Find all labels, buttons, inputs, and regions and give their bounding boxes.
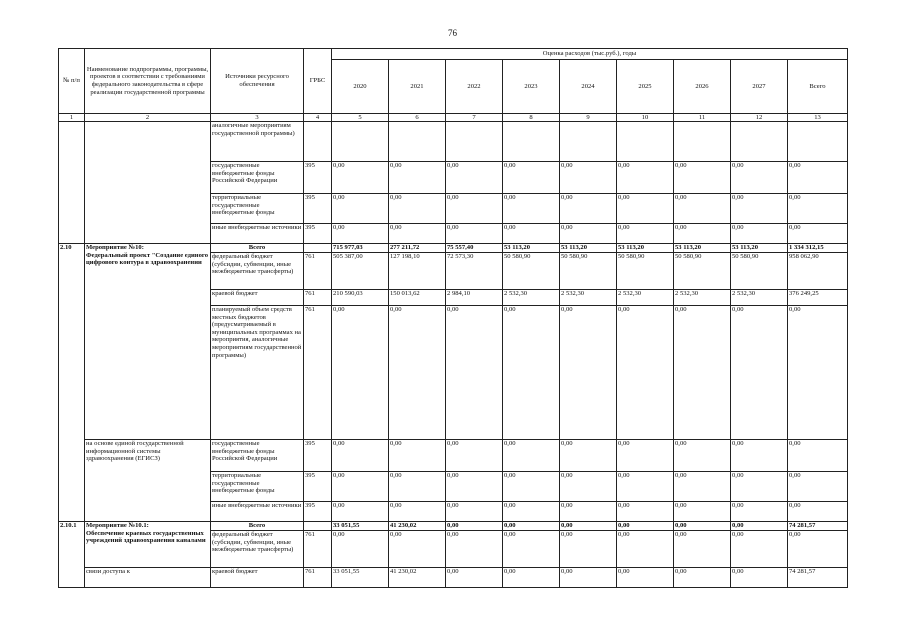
year-value: 0,00 — [731, 531, 788, 568]
year-value: 0,00 — [332, 472, 389, 502]
column-number: 9 — [560, 114, 617, 122]
total-value: 0,00 — [788, 502, 848, 522]
year-value: 2 532,30 — [503, 290, 560, 306]
year-value: 0,00 — [446, 472, 503, 502]
column-number: 7 — [446, 114, 503, 122]
year-value: 41 230,02 — [389, 522, 446, 531]
year-value: 0,00 — [446, 440, 503, 472]
column-number: 12 — [731, 114, 788, 122]
year-value: 0,00 — [617, 502, 674, 522]
grbs-code — [304, 122, 332, 162]
year-value: 2 532,30 — [560, 290, 617, 306]
header-year: 2026 — [674, 60, 731, 114]
measure-name — [85, 522, 211, 568]
header-year: 2024 — [560, 60, 617, 114]
year-value: 0,00 — [560, 531, 617, 568]
total-value — [788, 122, 848, 162]
grbs-code: 761 — [304, 531, 332, 568]
total-value: 1 334 312,15 — [788, 244, 848, 253]
grbs-code: 395 — [304, 162, 332, 194]
column-number: 10 — [617, 114, 674, 122]
year-value: 210 590,03 — [332, 290, 389, 306]
year-value: 53 113,20 — [560, 244, 617, 253]
year-value: 0,00 — [560, 472, 617, 502]
total-value: 0,00 — [788, 472, 848, 502]
year-value: 0,00 — [674, 568, 731, 588]
measure-name-line: Мероприятие №10.1: — [86, 522, 149, 529]
column-number: 4 — [304, 114, 332, 122]
funding-source: аналогичные мероприятиям государственной программы) — [211, 122, 304, 162]
year-value: 50 580,90 — [731, 253, 788, 290]
funding-source: территориальные государственные внебюджетные фонды — [211, 194, 304, 224]
header-year: 2022 — [446, 60, 503, 114]
total-value: 0,00 — [788, 162, 848, 194]
grbs-code: 761 — [304, 253, 332, 290]
year-value: 0,00 — [674, 440, 731, 472]
total-value: 0,00 — [788, 224, 848, 244]
year-value: 53 113,20 — [674, 244, 731, 253]
total-value: 74 281,57 — [788, 522, 848, 531]
budget-table — [58, 48, 848, 588]
funding-source: краевой бюджет — [211, 290, 304, 306]
header-year: 2020 — [332, 60, 389, 114]
year-value: 150 013,62 — [389, 290, 446, 306]
year-value — [560, 122, 617, 162]
year-value: 0,00 — [560, 194, 617, 224]
year-value: 0,00 — [503, 531, 560, 568]
year-value: 53 113,20 — [731, 244, 788, 253]
year-value: 0,00 — [731, 522, 788, 531]
measure-number: 2.10.1 — [59, 522, 85, 588]
year-value: 0,00 — [446, 224, 503, 244]
year-value: 505 387,00 — [332, 253, 389, 290]
column-number: 1 — [59, 114, 85, 122]
funding-source: краевой бюджет — [211, 568, 304, 588]
year-value — [731, 122, 788, 162]
year-value: 0,00 — [503, 502, 560, 522]
year-value: 50 580,90 — [503, 253, 560, 290]
year-value: 0,00 — [332, 502, 389, 522]
year-value: 53 113,20 — [617, 244, 674, 253]
year-value: 0,00 — [731, 472, 788, 502]
year-value: 0,00 — [674, 162, 731, 194]
header-grbs: ГРБС — [304, 49, 332, 114]
year-value: 0,00 — [332, 440, 389, 472]
year-value: 2 532,30 — [674, 290, 731, 306]
year-value: 0,00 — [674, 531, 731, 568]
year-value: 0,00 — [503, 224, 560, 244]
header-year: 2021 — [389, 60, 446, 114]
year-value: 0,00 — [389, 306, 446, 440]
grbs-code: 395 — [304, 502, 332, 522]
header-group-title: Оценка расходов (тыс.руб.), годы — [332, 49, 848, 60]
table-row — [59, 440, 848, 472]
year-value: 0,00 — [560, 162, 617, 194]
year-value: 0,00 — [389, 502, 446, 522]
year-value: 2 532,30 — [731, 290, 788, 306]
year-value — [446, 122, 503, 162]
year-value: 2 532,30 — [617, 290, 674, 306]
grbs-code: 395 — [304, 440, 332, 472]
year-value: 72 573,30 — [446, 253, 503, 290]
header-name: Наименование подпрограммы, программы, проектов в соответствии с требованиями федерального законодательства в сфере реализации государственной программы — [85, 49, 211, 114]
year-value: 0,00 — [674, 306, 731, 440]
measure-name-line: Федеральный проект "Создание единого цифрового контура в здравоохранении — [86, 251, 208, 267]
column-number: 11 — [674, 114, 731, 122]
year-value: 0,00 — [560, 568, 617, 588]
grbs-code — [304, 522, 332, 531]
table-row — [59, 568, 848, 588]
measure-name-line: Мероприятие №10: — [86, 244, 144, 251]
year-value: 0,00 — [503, 306, 560, 440]
header-year: 2023 — [503, 60, 560, 114]
funding-source: иные внебюджетные источники — [211, 224, 304, 244]
year-value: 0,00 — [332, 306, 389, 440]
year-value — [503, 122, 560, 162]
funding-source: федеральный бюджет (субсидии, субвенции, иные межбюджетные трансферты) — [211, 531, 304, 568]
year-value: 0,00 — [674, 522, 731, 531]
measure-number: 2.10 — [59, 244, 85, 522]
year-value: 0,00 — [617, 440, 674, 472]
total-value: 376 249,25 — [788, 290, 848, 306]
year-value: 0,00 — [674, 194, 731, 224]
year-value: 33 051,55 — [332, 522, 389, 531]
year-value — [617, 122, 674, 162]
year-value: 0,00 — [560, 440, 617, 472]
total-value: 0,00 — [788, 531, 848, 568]
header-year: 2027 — [731, 60, 788, 114]
year-value: 0,00 — [674, 502, 731, 522]
table-row — [59, 244, 848, 253]
year-value: 0,00 — [389, 472, 446, 502]
column-number: 2 — [85, 114, 211, 122]
year-value: 0,00 — [332, 194, 389, 224]
year-value: 50 580,90 — [617, 253, 674, 290]
funding-source: Всего — [211, 244, 304, 253]
table-row — [59, 122, 848, 162]
header-year: 2025 — [617, 60, 674, 114]
column-number: 6 — [389, 114, 446, 122]
grbs-code: 395 — [304, 224, 332, 244]
year-value: 715 977,03 — [332, 244, 389, 253]
year-value: 0,00 — [731, 568, 788, 588]
grbs-code: 395 — [304, 194, 332, 224]
year-value: 0,00 — [503, 194, 560, 224]
year-value: 0,00 — [617, 194, 674, 224]
year-value: 0,00 — [731, 306, 788, 440]
year-value: 0,00 — [617, 224, 674, 244]
year-value: 0,00 — [503, 472, 560, 502]
year-value: 33 051,55 — [332, 568, 389, 588]
grbs-code: 761 — [304, 306, 332, 440]
year-value: 0,00 — [674, 224, 731, 244]
year-value: 127 198,10 — [389, 253, 446, 290]
year-value: 0,00 — [446, 306, 503, 440]
year-value: 0,00 — [389, 194, 446, 224]
funding-source: федеральный бюджет (субсидии, субвенции, иные межбюджетные трансферты) — [211, 253, 304, 290]
year-value: 0,00 — [503, 522, 560, 531]
year-value: 0,00 — [446, 568, 503, 588]
year-value: 0,00 — [560, 306, 617, 440]
measure-name-line: связи доступа к — [86, 568, 130, 575]
measure-name-line: на основе единой государственной информационной системы здравоохранения (ЕГИСЗ) — [86, 440, 184, 463]
year-value: 0,00 — [389, 162, 446, 194]
total-value: 0,00 — [788, 194, 848, 224]
funding-source: государственные внебюджетные фонды Российской Федерации — [211, 162, 304, 194]
year-value: 0,00 — [731, 162, 788, 194]
year-value: 0,00 — [731, 502, 788, 522]
header-source: Источники ресурсного обеспечения — [211, 49, 304, 114]
funding-source: государственные внебюджетные фонды Российской Федерации — [211, 440, 304, 472]
column-number: 13 — [788, 114, 848, 122]
year-value: 0,00 — [617, 522, 674, 531]
year-value: 0,00 — [617, 162, 674, 194]
year-value: 0,00 — [731, 224, 788, 244]
year-value: 50 580,90 — [674, 253, 731, 290]
year-value: 0,00 — [389, 531, 446, 568]
page-number: 76 — [448, 28, 457, 38]
year-value: 0,00 — [731, 440, 788, 472]
measure-number — [59, 122, 85, 244]
measure-name — [85, 122, 211, 244]
year-value: 2 984,10 — [446, 290, 503, 306]
year-value: 0,00 — [560, 224, 617, 244]
year-value: 277 211,72 — [389, 244, 446, 253]
total-value: 958 062,90 — [788, 253, 848, 290]
year-value: 0,00 — [332, 531, 389, 568]
year-value: 0,00 — [332, 162, 389, 194]
year-value: 0,00 — [446, 522, 503, 531]
column-number: 3 — [211, 114, 304, 122]
total-value: 0,00 — [788, 440, 848, 472]
year-value: 41 230,02 — [389, 568, 446, 588]
year-value: 0,00 — [674, 472, 731, 502]
measure-name — [85, 244, 211, 440]
table-row — [59, 522, 848, 531]
year-value: 50 580,90 — [560, 253, 617, 290]
year-value: 0,00 — [560, 522, 617, 531]
funding-source: иные внебюджетные источники — [211, 502, 304, 522]
year-value: 0,00 — [617, 306, 674, 440]
year-value: 75 557,40 — [446, 244, 503, 253]
year-value: 0,00 — [446, 194, 503, 224]
header-num: № п/п — [59, 49, 85, 114]
year-value: 53 113,20 — [503, 244, 560, 253]
year-value: 0,00 — [446, 502, 503, 522]
year-value: 0,00 — [446, 162, 503, 194]
grbs-code: 761 — [304, 290, 332, 306]
year-value: 0,00 — [503, 440, 560, 472]
year-value — [389, 122, 446, 162]
measure-name-continued — [85, 440, 211, 522]
year-value: 0,00 — [560, 502, 617, 522]
year-value: 0,00 — [389, 224, 446, 244]
year-value: 0,00 — [503, 568, 560, 588]
year-value: 0,00 — [389, 440, 446, 472]
year-value: 0,00 — [617, 568, 674, 588]
measure-name-line: Обеспечение краевых государственных учреждений здравоохранения каналами — [86, 529, 206, 545]
column-number: 8 — [503, 114, 560, 122]
funding-source: планируемый объем средств местных бюджетов (предусматриваемый в муниципальных программах на мероприятия, аналогичные мероприятиям государственной программы) — [211, 306, 304, 440]
year-value: 0,00 — [332, 224, 389, 244]
total-value: 0,00 — [788, 306, 848, 440]
year-value — [332, 122, 389, 162]
funding-source: территориальные государственные внебюджетные фонды — [211, 472, 304, 502]
grbs-code — [304, 244, 332, 253]
header-year: Всего — [788, 60, 848, 114]
year-value: 0,00 — [617, 531, 674, 568]
year-value — [674, 122, 731, 162]
grbs-code: 395 — [304, 472, 332, 502]
grbs-code: 761 — [304, 568, 332, 588]
funding-source: Всего — [211, 522, 304, 531]
year-value: 0,00 — [503, 162, 560, 194]
year-value: 0,00 — [617, 472, 674, 502]
year-value: 0,00 — [731, 194, 788, 224]
measure-name-continued — [85, 568, 211, 588]
total-value: 74 281,57 — [788, 568, 848, 588]
year-value: 0,00 — [446, 531, 503, 568]
column-number: 5 — [332, 114, 389, 122]
